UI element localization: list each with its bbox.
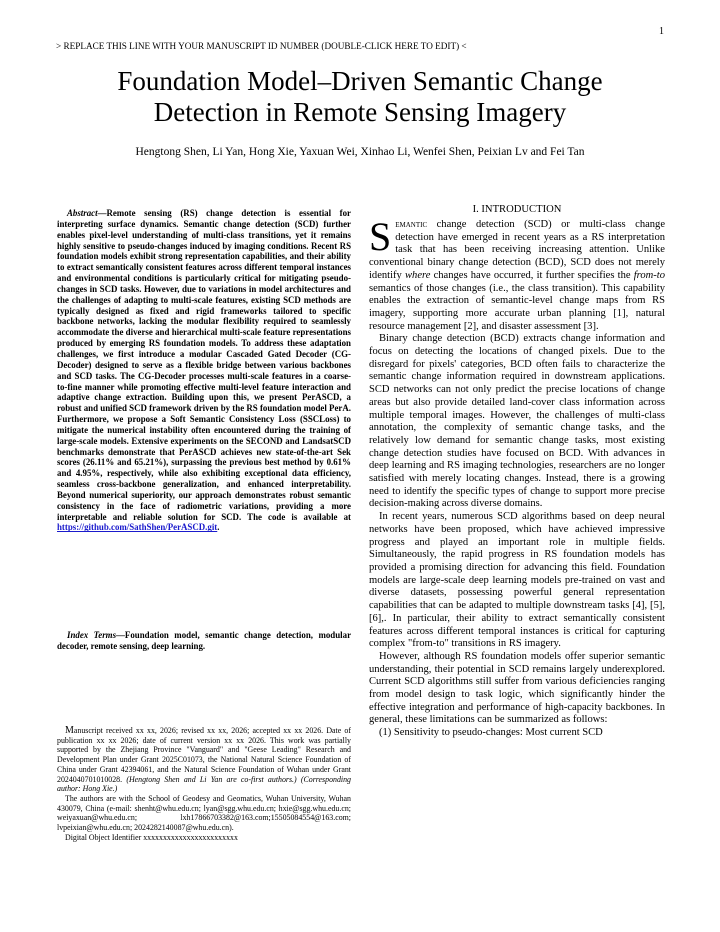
- abstract: [57, 208, 351, 533]
- left-column: [57, 208, 352, 842]
- introduction-heading: I. INTRODUCTION: [472, 204, 562, 215]
- intro-paragraph-5: (1) Sensitivity to pseudo-changes: Most current SCD: [379, 727, 603, 739]
- author-list: Hengtong Shen, Li Yan, Hong Xie, Yaxuan Wei, Xinhao Li, Wenfei Shen, Peixian Lv and Fei Tan: [135, 146, 585, 158]
- drop-cap: S: [369, 214, 392, 259]
- index-terms-lead: Index Terms: [67, 630, 117, 640]
- footnote-doi: Digital Object Identifier xxxxxxxxxxxxxxxxxxxxxxxx: [65, 832, 238, 842]
- intro-p1-b: changes have occurred, it further specifies the: [430, 269, 634, 281]
- manuscript-id-placeholder[interactable]: > REPLACE THIS LINE WITH YOUR MANUSCRIPT ID NUMBER (DOUBLE-CLICK HERE TO EDIT) <: [56, 41, 467, 51]
- paper-title: [40, 66, 680, 128]
- intro-p1-c: semantics of those changes (i.e., the class transition). This capability enables the extraction of semantic-level change maps from RS imagery, supporting more accurate urban planning [1], natural resource management [2], and disaster assessment [3].: [369, 282, 665, 332]
- footnote-affiliation: The authors are with the School of Geodesy and Geomatics, Wuhan University, Wuhan 430079, China (e-mail: shenht@whu.edu.cn; lyan@sgg.whu.edu.cn; hxie@sgg.whu.edu.cn; weiyaxuan@whu.edu.cn; lxh17866703382@163.com;15505084554@163.com; lvpeixian@whu.edu.cn; 2024282140087@whu.edu.cn).: [57, 793, 351, 833]
- intro-where: where: [405, 269, 431, 281]
- intro-smallcaps: emantic: [395, 219, 428, 230]
- footnote-funding-text: anuscript received xx xx, 2026; revised xx xx, 2026; accepted xx xx 2026. Date of publication xx xx 2026; date of current version xx xx 2026. This work was partially supported by the Zhejiang Province "Vanguard" and "Geese Leading" Research and Development Plan under Grant 2025C01073, the National Natural Science Foundation of China under Grant 42394061, and the Natural Science Foundation of Wuhan under Grant 2024040701010028.: [57, 726, 351, 784]
- intro-paragraph-1: [369, 214, 665, 333]
- introduction-body: [369, 214, 665, 740]
- abstract-text: —Remote sensing (RS) change detection is essential for interpreting surface dynamics. Semantic change detection (SCD) further enables pixel-level understanding of multi-class transitions, yet it remains highly sensitive to pseudo-changes induced by imaging conditions. Recent RS foundation models exhibit strong representation capabilities, and their ability to extract semantically consistent features across different temporal instances and environmental conditions is particularly critical for mitigating pseudo-changes in SCD tasks. However, due to variations in model architectures and the challenges of adapting to multi-scale features, existing SCD methods are typically designed as fixed and rigid frameworks tailored to specific backbone networks, lacking the modular flexibility required to seamlessly accommodate the diverse and hierarchical multi-scale feature representations produced by emerging RS foundation models. To address these adaptation challenges, we first introduce a modular Cascaded Gated Decoder (CG-Decoder) designed to serve as a flexible bridge between various backbones and SCD tasks. The CG-Decoder processes multi-scale features in a coarse-to-fine manner while promoting effective multi-level feature interaction and adaptive change extraction. Building upon this, we present PerASCD, a robust and unified SCD framework driven by the RS foundation model PerA. Furthermore, we propose a Soft Semantic Consistency Loss (SSCLoss) to mitigate the numerical instability often encountered during the training of large-scale models. Extensive experiments on the SECOND and LandsatSCD benchmarks demonstrate that PerASCD achieves new state-of-the-art Sek scores (26.11% and 65.21%), surpassing the previous best method by 0.61% and 4.95%, respectively, while also exhibiting exceptional data efficiency, seamless cross-backbone generalization, and enhanced interpretability. Beyond numerical superiority, our approach demonstrates robust semantic consistency in the face of radiometric variations, providing a more interpretable and reliable solution for SCD. The code is available at: [57, 208, 351, 522]
- title-line-2: Detection in Remote Sensing Imagery: [153, 97, 567, 127]
- right-column: [369, 204, 665, 740]
- index-terms: [57, 630, 351, 652]
- abstract-end: .: [217, 522, 220, 533]
- code-link[interactable]: https://github.com/SathShen/PerASCD.git: [57, 522, 218, 533]
- footnote-funding: [57, 726, 351, 794]
- footnote-cap: M: [65, 725, 74, 736]
- intro-p1-a: change detection (SCD) or multi-class change detection have emerged in recent years as a RS interpretation task that has been receiving increasing attention. Unlike conventional binary change detection (BCD), SCD does not merely identify: [369, 219, 665, 281]
- intro-paragraph-2: Binary change detection (BCD) extracts change information and focus on detecting the locations of changed pixels. Due to the disregard for pixels' categories, BCD often fails to characterize the semantic change information required in downstream applications. SCD networks can not only predict the precise locations of change areas but also provide detailed land-cover class information across multiple temporal images. However, the challenges of multi-class annotation, the complexity of semantic change tasks, and the relatively low demand for semantic change tasks, most existing change detection studies have focused on BCD. With advances in deep learning and RS imaging technologies, researchers are no longer satisfied with merely locating changes. Instead, there is a growing need to identify the specific types of change to support more precise decision-making across diverse domains.: [369, 333, 665, 510]
- title-line-1: Foundation Model–Driven Semantic Change: [117, 66, 603, 96]
- intro-paragraph-3: In recent years, numerous SCD algorithms based on deep neural networks have been proposed, which have achieved impressive progress and played an important role in multiple fields. Simultaneously, the rapid progress in RS foundation models has provided a promising direction for advancing this field. Foundation models are large-scale deep learning models pre-trained on vast and diverse datasets, possessing powerful general representation capabilities that can be adapted to multiple downstream tasks [4], [5], [6],. In particular, their ability to extract semantically consistent features across different temporal instances is critical for capturing complex "from-to" transitions in RS imagery.: [369, 511, 665, 650]
- footnote: [57, 726, 351, 842]
- intro-fromto: from-to: [633, 269, 665, 281]
- index-terms-text: —Foundation model, semantic change detection, modular decoder, remote sensing, deep learning.: [57, 630, 352, 651]
- intro-paragraph-4: However, although RS foundation models offer superior semantic understanding, their potential in SCD remains largely underexplored. Current SCD algorithms still suffer from various deficiencies ranging from model design to task logic, which significantly hinder the effective integration and performance of high-capacity backbones. In general, these limitations can be summarized as follows:: [369, 650, 665, 726]
- abstract-lead: Abstract: [67, 208, 98, 218]
- footnote-coauthor-note: (Hengtong Shen and Li Yan are co-first authors.) (Corresponding author: Hong Xie.): [57, 774, 351, 794]
- page-number: 1: [659, 26, 664, 37]
